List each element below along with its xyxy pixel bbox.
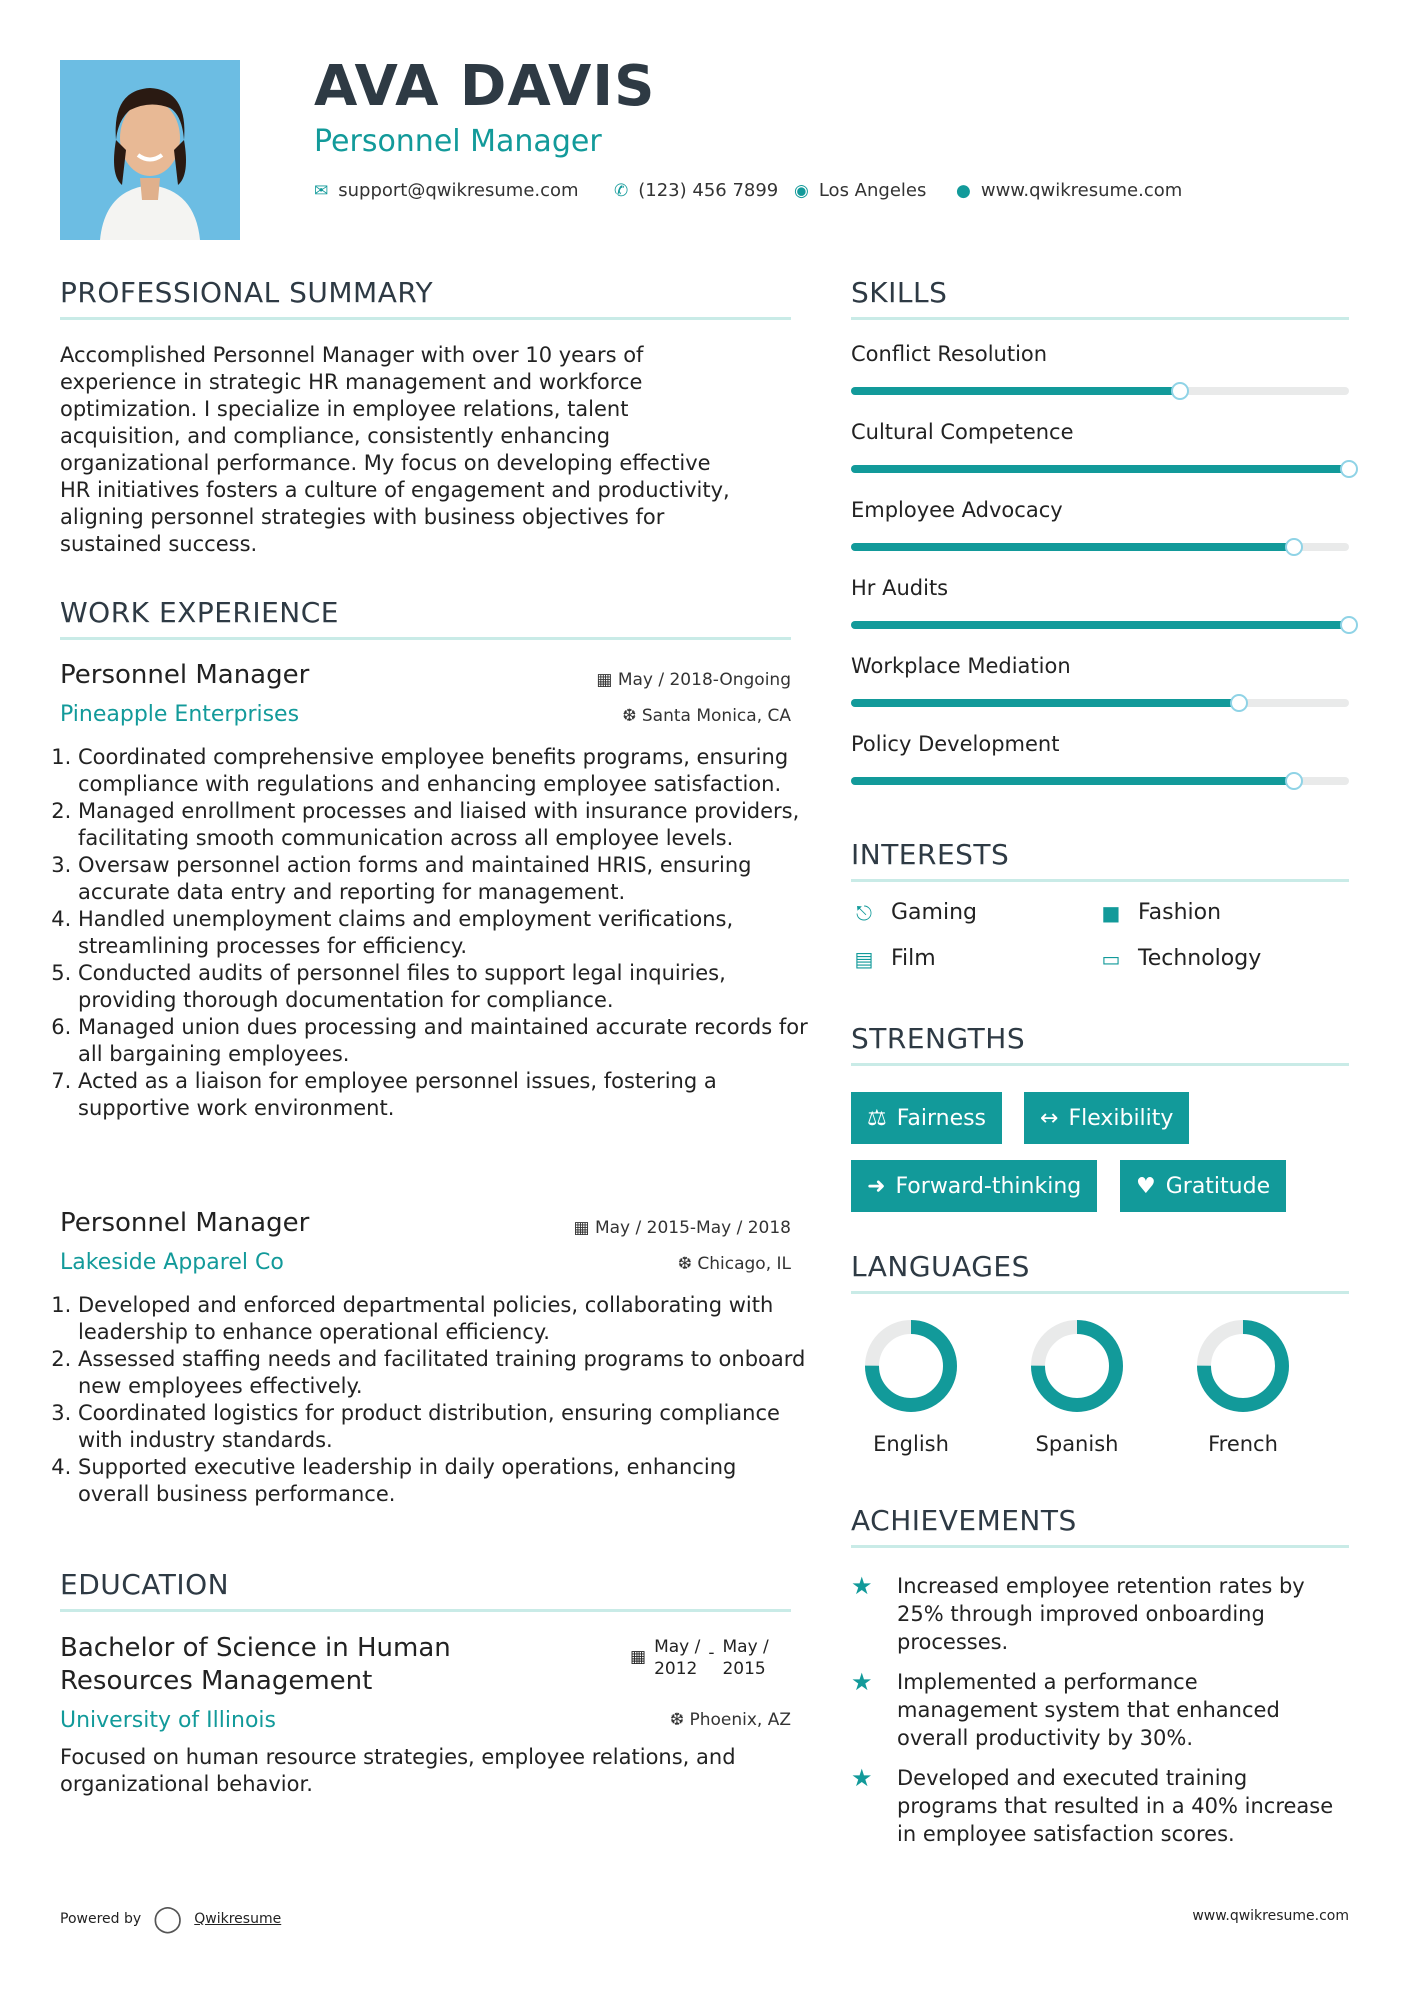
skill-bar: [851, 777, 1349, 785]
contact-phone[interactable]: [614, 180, 778, 201]
job-date-text: May / 2015-May / 2018: [594, 1218, 791, 1238]
summary-line: aligning personnel strategies with business objectives for: [60, 505, 665, 529]
strength-label: Gratitude: [1165, 1173, 1271, 1199]
interest-label: Film: [891, 946, 936, 971]
skill-item: [851, 576, 1349, 654]
start-date-year: 2012: [654, 1659, 698, 1679]
map-pin-icon: ❆: [677, 1254, 692, 1274]
achievement-item: [851, 1668, 1341, 1752]
laptop-icon: ▭: [1101, 946, 1121, 971]
balance-scale-icon: ⚖: [867, 1105, 887, 1131]
achievement-text: Developed and executed training programs that resulted in a 40% increase in employee satisfaction scores.: [897, 1766, 1334, 1846]
contact-location: [794, 180, 926, 201]
interest-item: [1098, 946, 1261, 971]
skill-name: Cultural Competence: [851, 420, 1074, 444]
language-ring: [851, 1316, 971, 1416]
skill-bar-knob: [1340, 460, 1358, 478]
school-location: [670, 1710, 791, 1730]
arrows-horizontal-icon: ↔: [1040, 1105, 1059, 1131]
map-pin-icon: ❆: [669, 1710, 685, 1730]
interest-item: [1098, 900, 1221, 925]
achievement-item: [851, 1764, 1341, 1848]
end-date-year: 2015: [722, 1659, 766, 1679]
skill-name: Conflict Resolution: [851, 342, 1048, 366]
skill-name: Hr Audits: [851, 576, 949, 600]
list-item: 7. Acted as a liaison for employee personnel issues, fostering a supportive work environment.: [78, 1068, 808, 1122]
languages-heading: LANGUAGES: [851, 1250, 1349, 1294]
school-location-text: Phoenix, AZ: [689, 1710, 791, 1730]
phone-icon: ✆: [614, 180, 629, 201]
experience-heading: WORK EXPERIENCE: [60, 596, 791, 640]
school-name: University of Illinois: [60, 1708, 276, 1733]
language-item: [851, 1316, 971, 1456]
contact-website[interactable]: [956, 180, 1182, 201]
interest-item: [851, 946, 936, 971]
skills-heading: SKILLS: [851, 276, 1349, 320]
star-icon: ★: [851, 1764, 873, 1792]
list-item: 5. Conducted audits of personnel files to support legal inquiries, providing thorough documentation for compliance.: [78, 960, 808, 1014]
skill-bar-knob: [1340, 616, 1358, 634]
candidate-title: Personnel Manager: [314, 124, 602, 159]
interest-item: [851, 900, 977, 925]
arrow-right-icon: ➜: [867, 1173, 886, 1199]
skill-name: Employee Advocacy: [851, 498, 1063, 522]
interest-label: Fashion: [1138, 900, 1222, 925]
skill-bar: [851, 465, 1349, 473]
skill-bar-knob: [1285, 772, 1303, 790]
calendar-icon: ▦: [573, 1218, 590, 1238]
summary-line: organizational performance. My focus on developing effective: [60, 451, 711, 475]
language-label: English: [873, 1432, 949, 1456]
education-description: Focused on human resource strategies, employee relations, and organizational behavior.: [60, 1745, 736, 1796]
skill-bar-fill: [851, 387, 1180, 395]
skill-bar-fill: [851, 465, 1349, 473]
degree-line: Bachelor of Science in Human: [60, 1633, 451, 1663]
end-date-month: May /: [722, 1637, 769, 1657]
education-dates: ▦ May / 2012 - May / 2015: [630, 1637, 769, 1679]
job-location: [678, 1254, 791, 1274]
footer-site[interactable]: www.qwikresume.com: [1192, 1908, 1349, 1924]
strength-badge: [851, 1092, 1002, 1144]
summary-line: HR initiatives fosters a culture of engagement and productivity,: [60, 478, 730, 502]
contact-email[interactable]: [314, 180, 579, 201]
skill-bar: [851, 543, 1349, 551]
start-date-month: May /: [654, 1637, 701, 1657]
job-location-text: Chicago, IL: [697, 1254, 791, 1274]
calendar-icon: ▦: [596, 670, 613, 690]
language-label: Spanish: [1035, 1432, 1119, 1456]
skill-bar-fill: [851, 777, 1294, 785]
skill-bar-fill: [851, 543, 1294, 551]
avatar: [60, 60, 240, 240]
skill-item: [851, 420, 1349, 498]
profile-photo: [60, 60, 240, 240]
heart-icon: ♥: [1136, 1173, 1156, 1199]
skill-item: [851, 732, 1349, 810]
job-date: [574, 1218, 792, 1238]
summary-text: [60, 342, 800, 558]
skill-bar-knob: [1285, 538, 1303, 556]
list-item: 3. Oversaw personnel action forms and maintained HRIS, ensuring accurate data entry and reporting for management.: [78, 852, 808, 906]
job-date-text: May / 2018-Ongoing: [617, 670, 791, 690]
achievements-heading: ACHIEVEMENTS: [851, 1504, 1349, 1548]
summary-line: optimization. I specialize in employee relations, talent: [60, 397, 629, 421]
job-company: Pineapple Enterprises: [60, 702, 300, 727]
end-date: [722, 1636, 768, 1680]
start-date: [654, 1636, 700, 1680]
achievements-list: [851, 1572, 1341, 1848]
gamepad-icon: ⎋: [856, 900, 872, 925]
language-label: French: [1208, 1432, 1278, 1456]
achievement-text: Increased employee retention rates by 25% through improved onboarding processes.: [897, 1574, 1305, 1654]
language-item: [1183, 1316, 1303, 1456]
skill-bar-knob: [1230, 694, 1248, 712]
job-date: [596, 670, 791, 690]
summary-heading: PROFESSIONAL SUMMARY: [60, 276, 791, 320]
interest-label: Technology: [1138, 946, 1262, 971]
list-item: 2. Assessed staffing needs and facilitated training programs to onboard new employees effectively.: [78, 1346, 808, 1400]
job-title: Personnel Manager: [60, 1208, 310, 1238]
languages-list: [851, 1316, 1349, 1466]
skill-bar-knob: [1171, 382, 1189, 400]
star-icon: ★: [851, 1668, 873, 1696]
list-item: 1. Developed and enforced departmental policies, collaborating with leadership to enhance operational efficiency.: [78, 1292, 808, 1346]
film-icon: ▤: [854, 946, 874, 971]
skills-list: [851, 342, 1349, 810]
skill-item: [851, 654, 1349, 732]
skill-bar: [851, 621, 1349, 629]
phone-text: (123) 456 7899: [638, 180, 779, 201]
skill-bar-fill: [851, 621, 1349, 629]
skill-name: Policy Development: [851, 732, 1060, 756]
skill-bar: [851, 387, 1349, 395]
job-location-text: Santa Monica, CA: [641, 706, 791, 726]
strength-label: Forward-thinking: [895, 1173, 1082, 1199]
language-ring: [1183, 1316, 1303, 1416]
achievement-item: [851, 1572, 1341, 1656]
globe-icon: ●: [956, 180, 971, 201]
envelope-icon: ✉: [314, 180, 329, 201]
job-duties-list: [60, 744, 808, 1122]
shopping-bag-icon: ■: [1101, 900, 1121, 925]
star-icon: ★: [851, 1572, 873, 1600]
skill-item: [851, 498, 1349, 576]
strength-badge: [1024, 1092, 1189, 1144]
language-item: [1017, 1316, 1137, 1456]
list-item: 2. Managed enrollment processes and liaised with insurance providers, facilitating smooth communication across all employee levels.: [78, 798, 808, 852]
job-title: Personnel Manager: [60, 660, 310, 690]
map-marker-icon: ◉: [794, 180, 809, 201]
degree-title: [60, 1632, 451, 1698]
strength-badge: [851, 1160, 1097, 1212]
education-heading: EDUCATION: [60, 1568, 791, 1612]
job-company: Lakeside Apparel Co: [60, 1250, 284, 1275]
location-text: Los Angeles: [818, 180, 927, 201]
summary-line: sustained success.: [60, 532, 258, 556]
strength-label: Flexibility: [1068, 1105, 1174, 1131]
qwikresume-logo-icon: ◯: [153, 1904, 183, 1934]
list-item: 4. Supported executive leadership in daily operations, enhancing overall business performance.: [78, 1454, 808, 1508]
calendar-icon: ▦: [630, 1647, 647, 1667]
footer-powered-by: [60, 1904, 281, 1934]
list-item: 1. Coordinated comprehensive employee benefits programs, ensuring compliance with regulations and enhancing employee satisfaction.: [78, 744, 808, 798]
degree-line: Resources Management: [60, 1666, 373, 1696]
summary-line: Accomplished Personnel Manager with over 10 years of: [60, 343, 644, 367]
map-pin-icon: ❆: [622, 706, 637, 726]
candidate-name: AVA DAVIS: [314, 54, 656, 119]
email-text: support@qwikresume.com: [338, 180, 579, 201]
interests-heading: INTERESTS: [851, 838, 1349, 882]
strength-label: Fairness: [896, 1105, 987, 1131]
skill-bar-fill: [851, 699, 1239, 707]
strength-badge: [1120, 1160, 1286, 1212]
list-item: 3. Coordinated logistics for product distribution, ensuring compliance with industry standards.: [78, 1400, 808, 1454]
interest-label: Gaming: [891, 900, 977, 925]
powered-by-text: Powered by: [60, 1911, 142, 1927]
brand-link[interactable]: Qwikresume: [194, 1911, 282, 1927]
summary-line: acquisition, and compliance, consistently enhancing: [60, 424, 611, 448]
summary-line: experience in strategic HR management and workforce: [60, 370, 643, 394]
achievement-text: Implemented a performance management system that enhanced overall productivity by 30%.: [897, 1670, 1280, 1750]
skill-name: Workplace Mediation: [851, 654, 1071, 678]
website-text: www.qwikresume.com: [980, 180, 1183, 201]
job-location: [622, 706, 791, 726]
language-ring: [1017, 1316, 1137, 1416]
list-item: 6. Managed union dues processing and maintained accurate records for all bargaining employees.: [78, 1014, 808, 1068]
skill-bar: [851, 699, 1349, 707]
strengths-heading: STRENGTHS: [851, 1022, 1349, 1066]
job-duties-list: [60, 1292, 808, 1508]
skill-item: [851, 342, 1349, 420]
list-item: 4. Handled unemployment claims and employment verifications, streamlining processes for efficiency.: [78, 906, 808, 960]
